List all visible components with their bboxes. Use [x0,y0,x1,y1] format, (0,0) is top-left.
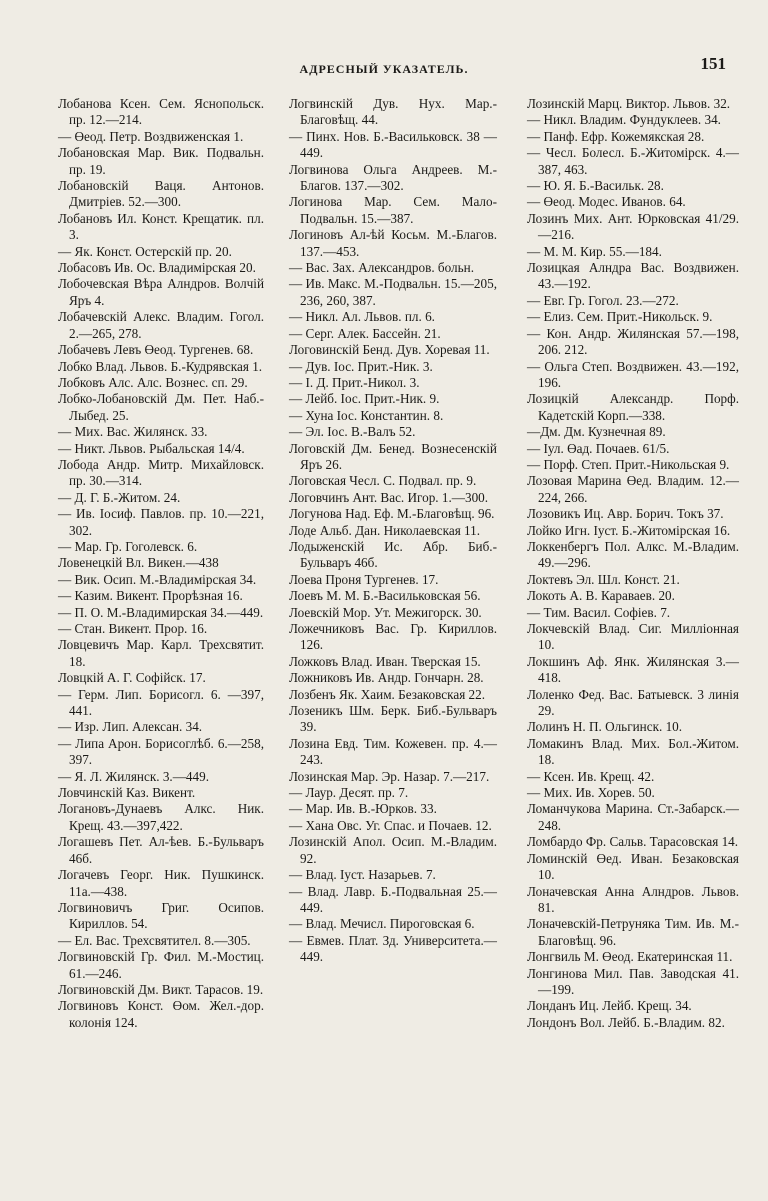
directory-entry: Лобко Влад. Львов. Б.-Кудрявская 1. [58,358,263,374]
directory-entry: Ловцкій А. Г. Софійск. 17. [58,670,206,686]
directory-entry: Лоначевская Анна Алндров. Львов. 81. [527,883,739,915]
directory-entry: — Пинх. Нов. Б.-Васильковск. 38 —449. [289,128,497,161]
directory-entry: Лолинъ Н. П. Ольгинск. 10. [527,719,683,735]
directory-entry: —Дм. Дм. Кузнечная 89. [527,424,666,440]
directory-entry: Логвиновичъ Григ. Осипов. Кириллов. 54. [58,899,264,932]
directory-entry: — Өеод. Модес. Иванов. 64. [527,194,686,210]
directory-entry: — Никт. Львов. Рыбальская 14/4. [58,440,245,456]
directory-entry: — Чесл. Болесл. Б.-Житомірск. 4.—387, 463. [527,145,739,177]
directory-entry: — Никл. Ал. Львов. пл. 6. [289,309,435,325]
directory-entry: — Влад. Іуст. Назарьев. 7. [289,867,436,883]
directory-entry: Лондонъ Вол. Лейб. Б.-Владим. 82. [527,1014,725,1030]
directory-entry: — Влад. Мечисл. Пироговская 6. [289,916,475,932]
directory-entry: Ложечниковъ Вас. Гр. Кириллов. 126. [289,621,497,653]
directory-entry: Лобковъ Алс. Алс. Вознес. сп. 29. [58,374,248,390]
directory-entry: Ложниковъ Ив. Андр. Гончарн. 28. [289,670,484,686]
directory-entry: — Панф. Ефр. Кожемякская 28. [527,128,705,144]
directory-entry: — Серг. Алек. Бассейн. 21. [289,325,441,341]
directory-entry: — Ив. Макс. М.-Подвальн. 15.—205, 236, 260, 387. [289,276,497,308]
directory-entry: Локшинъ Аф. Янк. Жилянская 3.—418. [527,653,739,686]
directory-entry: Логвинова Ольга Андреев. М.-Благов. 137.—302. [289,161,497,194]
directory-entry: — Як. Конст. Остерскій пр. 20. [58,243,232,259]
directory-entry: Ломбардо Фр. Сальв. Тарасовская 14. [527,834,739,850]
directory-entry: — Мих. Вас. Жилянск. 33. [58,424,208,440]
directory-entry: Лобанова Ксен. Сем. Яснопольск. пр. 12.—214. [58,96,264,128]
directory-entry: Лозеникъ Шм. Берк. Биб.-Бульваръ 39. [289,703,497,735]
directory-entry: Логачевъ Георг. Ник. Пушкинск. 11а.—438. [58,867,264,899]
directory-entry: — Д. Г. Б.-Житом. 24. [58,489,181,505]
directory-entry: — Вик. Осип. М.-Владимірская 34. [58,571,257,587]
directory-entry: Логовская Чесл. С. Подвал. пр. 9. [289,473,477,489]
directory-entry: Лобасовъ Ив. Ос. Владимірская 20. [58,260,256,276]
directory-entry: Ловенецкій Вл. Викен.—438 [58,555,219,571]
directory-entry: — Лаур. Десят. пр. 7. [289,785,409,801]
directory-entry: — Ел. Вас. Трехсвятител. 8.—305. [58,932,251,948]
directory-entry: — Липа Арон. Борисоглѣб. 6.—258, 397. [58,735,264,768]
directory-entry: Ломинскій Өед. Иван. Безаковская 10. [527,850,739,883]
directory-entry: — Хуна Іос. Константин. 8. [289,407,444,423]
directory-entry: Лодыженскій Ис. Абр. Биб.-Бульваръ 46б. [289,538,497,571]
directory-entry: Лозинскій Апол. Осип. М.-Владим. 92. [289,834,497,866]
directory-entry: Лобачевскій Алекс. Владим. Гогол. 2.—265, 278. [58,309,264,341]
directory-entry: — Мар. Гр. Гоголевск. 6. [58,538,198,554]
directory-entry: Ломакинъ Влад. Мих. Бол.-Житом. 18. [527,735,739,768]
directory-entry: Логвиновскій Дм. Викт. Тарасов. 19. [58,981,264,997]
directory-entry: Логунова Над. Еф. М.-Благовѣщ. 96. [289,506,495,522]
directory-entry: — І. Д. Прит.-Никол. 3. [289,374,420,390]
directory-entry: Логиновъ Ал-ѣй Косьм. М.-Благов. 137.—453. [289,227,497,259]
directory-entry: — Я. Л. Жилянск. 3.—449. [58,768,209,784]
directory-entry: Ломанчукова Марина. Ст.-Забарск.—248. [527,801,739,833]
page-header [0,54,768,84]
directory-entry: Лоевъ М. М. Б.-Васильковская 56. [289,588,481,604]
directory-entry: Лозицкій Александр. Порф. Кадетскій Корп.—338. [527,391,739,423]
directory-entry: — Тим. Васил. Софіев. 7. [527,604,671,620]
directory-entry: Логовчинъ Ант. Вас. Игор. 1.—300. [289,489,489,505]
directory-entry: Лозинская Мар. Эр. Назар. 7.—217. [289,768,490,784]
directory-entry: Лозицкая Алндра Вас. Воздвижен. 43.—192. [527,260,739,292]
directory-entry: — Іул. Өад. Почаев. 61/5. [527,440,670,456]
directory-entry: Лобановская Мар. Вик. Подвальн. пр. 19. [58,145,264,177]
directory-entry: — Эл. Іос. В.-Валъ 52. [289,424,416,440]
directory-entry: Ловчинскій Каз. Викент. [58,785,196,801]
directory-entry: Лобода Андр. Митр. Михайловск. пр. 30.—314. [58,456,264,489]
directory-entry: Лозина Евд. Тим. Кожевен. пр. 4.—243. [289,735,497,768]
directory-entry: Лоевскій Мор. Ут. Межигорск. 30. [289,604,482,620]
directory-entry: — Никл. Владим. Фундуклеев. 34. [527,112,721,128]
directory-entry: Логвинскій Дув. Нух. Мар.-Благовѣщ. 44. [289,96,497,128]
directory-entry: Лобачевъ Левъ Өеод. Тургенев. 68. [58,342,254,358]
directory-entry: Локоть А. В. Караваев. 20. [527,588,675,604]
directory-entry: Логовскій Дм. Бенед. Вознесенскій Яръ 26. [289,440,497,472]
directory-entry: Лозовикъ Иц. Авр. Борич. Токъ 37. [527,506,724,522]
directory-entry: Лобко-Лобановскій Дм. Пет. Наб.-Лыбед. 25. [58,391,264,423]
directory-entry: Лозбенъ Як. Хаим. Безаковская 22. [289,686,486,702]
directory-entry: Логовинскій Бенд. Дув. Хоревая 11. [289,342,490,358]
directory-entry: Логвиновъ Конст. Өом. Жел.-дор. колонія 124. [58,998,264,1030]
directory-entry: — Казим. Викент. Прорѣзная 16. [58,588,243,604]
directory-entry: — Елиз. Сем. Прит.-Никольск. 9. [527,309,713,325]
directory-entry: Лозовая Марина Өед. Владим. 12.—224, 266. [527,473,739,505]
page-title: АДРЕСНЫЙ УКАЗАТЕЛЬ. [299,62,469,76]
directory-entry: — Мих. Ив. Хорев. 50. [527,785,655,801]
directory-entry: Лобочевская Вѣра Алндров. Волчій Яръ 4. [58,276,264,308]
directory-entry: Логашевъ Пет. Ал-ѣев. Б.-Бульваръ 46б. [58,834,264,866]
directory-entry: Локтевъ Эл. Шл. Конст. 21. [527,571,680,587]
directory-entry: Ловцевичъ Мар. Карл. Трехсвятит. 18. [58,637,264,669]
directory-entry: Лонгвиль М. Өеод. Екатеринская 11. [527,949,733,965]
directory-entry: Локкенбергъ Пол. Алкс. М.-Владим. 49.—296. [527,538,739,571]
directory-entry: — Ив. Іосиф. Павлов. пр. 10.—221, 302. [58,506,264,538]
directory-entry: — Ксен. Ив. Крещ. 42. [527,768,655,784]
directory-entry: Лозинскій Марц. Виктор. Львов. 32. [527,96,731,111]
directory-entry: Локчевскій Влад. Сиг. Милліонная 10. [527,621,739,653]
directory-entry: Лоначевскій-Петруняка Тим. Ив. М.-Благовѣщ. 96. [527,916,739,948]
directory-entry: Лоева Проня Тургенев. 17. [289,571,439,587]
directory-entry: Лобановъ Ил. Конст. Крещатик. пл. 3. [58,210,264,243]
directory-entry: — Хана Овс. Уг. Спас. и Почаев. 12. [289,817,492,833]
directory-entry: Лозинъ Мих. Ант. Юрковская 41/29.—216. [527,210,739,243]
directory-entry: Ложковъ Влад. Иван. Тверская 15. [289,653,481,669]
directory-entry: — Ольга Степ. Воздвижен. 43.—192, 196. [527,358,739,390]
directory-entry: — Герм. Лип. Борисогл. 6. —397, 441. [58,686,264,719]
directory-entry: Лойко Игн. Іуст. Б.-Житомірская 16. [527,522,731,538]
directory-entry: Лоленко Фед. Вас. Батыевск. 3 линія 29. [527,686,739,719]
directory-entry: — Евг. Гр. Гогол. 23.—272. [527,292,679,308]
directory-entry: Лонданъ Иц. Лейб. Крещ. 34. [527,998,692,1014]
directory-entry: Логвиновскій Гр. Фил. М.-Мостиц. 61.—246. [58,949,264,981]
directory-entry: — Влад. Лавр. Б.-Подвальная 25.—449. [289,883,497,915]
directory-entry: — Вас. Зах. Александров. больн. [289,260,474,276]
directory-entry: Лобановскій Ваця. Антонов. Дмитріев. 52.—300. [58,178,264,210]
directory-entry: — М. М. Кир. 55.—184. [527,243,662,259]
column-3 [527,96,739,1031]
directory-entry: Лонгинова Мил. Пав. Заводская 41.—199. [527,965,739,997]
column-2 [289,96,497,966]
directory-entry: Логинова Мар. Сем. Мало-Подвальн. 15.—387. [289,194,497,226]
directory-entry: — Стан. Викент. Прор. 16. [58,621,208,636]
directory-entry: — Порф. Степ. Прит.-Никольская 9. [527,456,730,472]
page-number: 151 [700,54,726,73]
directory-entry: — П. О. М.-Владимирская 34.—449. [58,604,264,620]
directory-entry: — Ю. Я. Б.-Васильк. 28. [527,178,664,194]
directory-entry: — Изр. Лип. Алексан. 34. [58,719,203,735]
directory-entry: Логановъ-Дунаевъ Алкс. Ник. Крещ. 43.—397,422. [58,801,264,833]
directory-entry: — Кон. Андр. Жилянская 57.—198, 206. 212. [527,325,739,358]
column-1 [58,96,264,1031]
directory-entry: Лоде Альб. Дан. Николаевская 11. [289,522,481,538]
directory-entry: — Евмев. Плат. Зд. Университета.—449. [289,932,497,965]
directory-entry: — Өеод. Петр. Воздвиженская 1. [58,128,244,144]
directory-entry: — Дув. Іос. Прит.-Ник. 3. [289,358,433,374]
directory-entry: — Лейб. Іос. Прит.-Ник. 9. [289,391,440,407]
directory-entry: — Мар. Ив. В.-Юрков. 33. [289,801,437,817]
